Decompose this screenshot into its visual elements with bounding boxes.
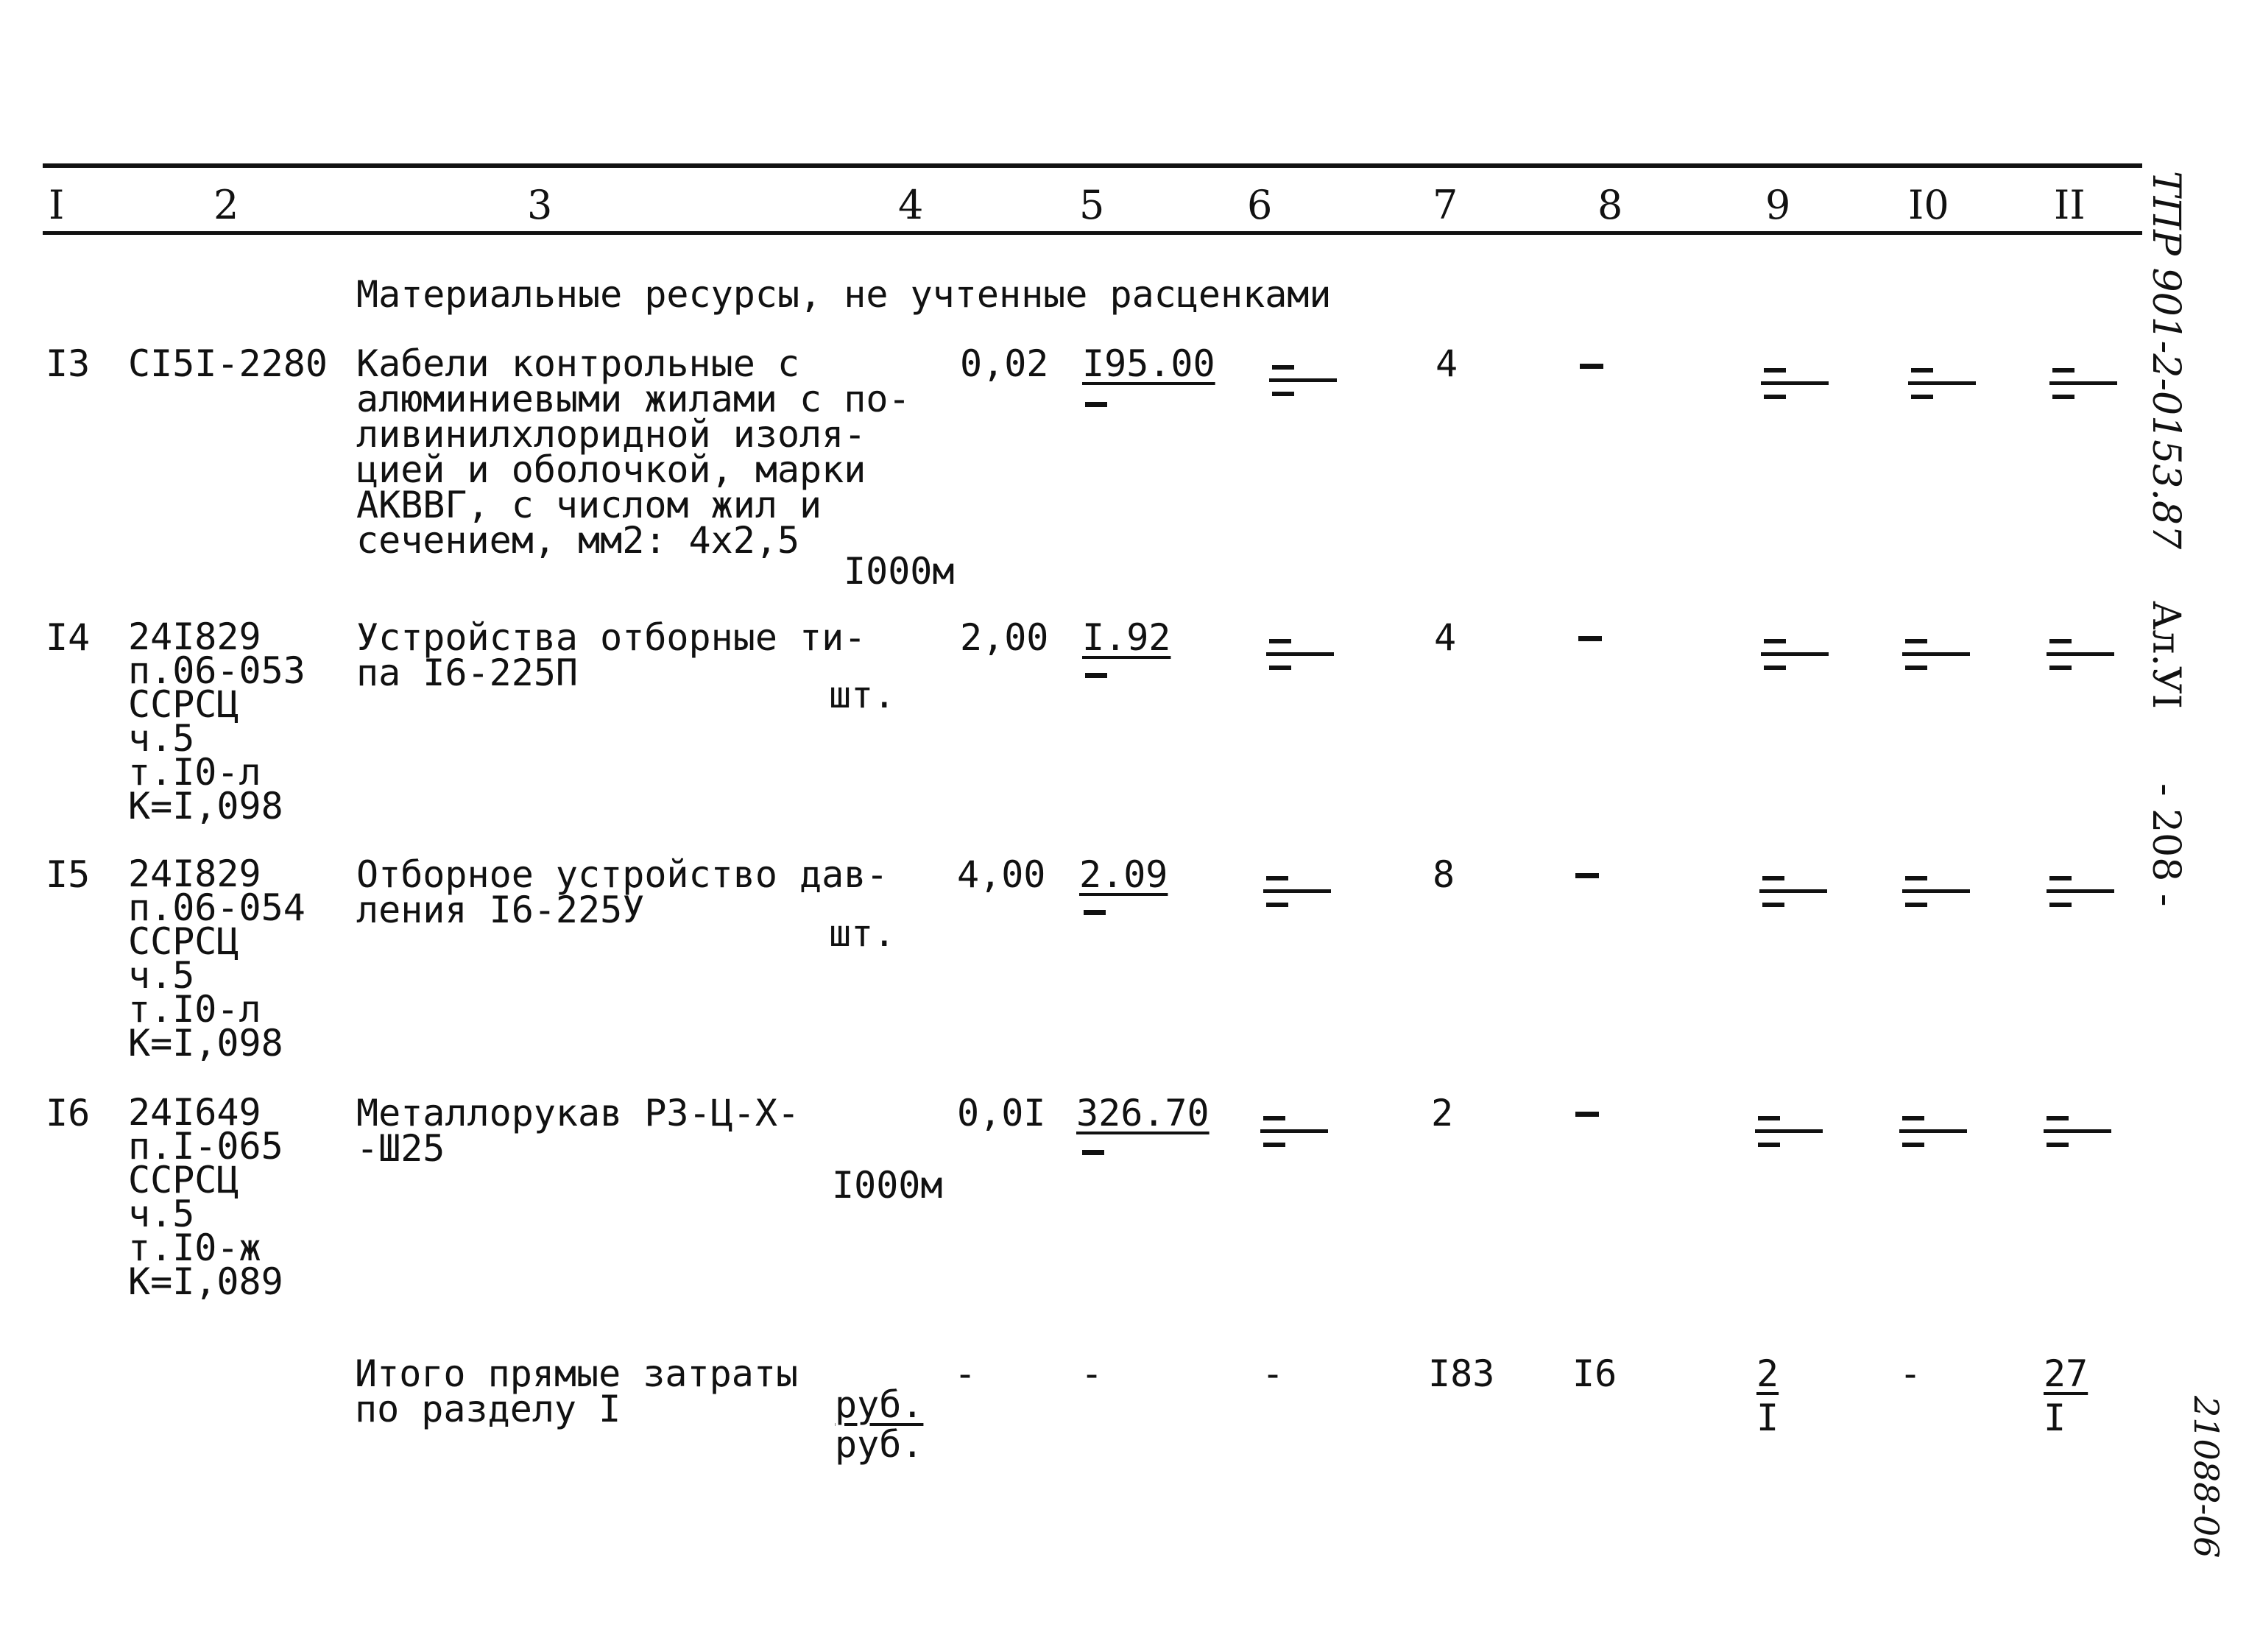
row-col8-dash: [1575, 1112, 1599, 1117]
dash-fraction-10: [1899, 1109, 1970, 1153]
col-header-9: 9: [1765, 182, 1791, 228]
total-col11-top: 27: [2044, 1352, 2088, 1395]
price-under-dash: [1085, 402, 1107, 407]
row-col8-dash: [1575, 873, 1599, 878]
total-unit-top: руб.: [835, 1383, 924, 1426]
row-name: Отборное устройство дав- ления I6-225У: [356, 853, 889, 931]
col-header-5: 5: [1079, 182, 1105, 228]
col-header-8: 8: [1597, 182, 1623, 228]
total-col4: -: [954, 1352, 977, 1395]
row-col7: 4: [1434, 616, 1457, 659]
row-col7: 8: [1433, 853, 1455, 896]
col-header-2: 2: [213, 182, 239, 228]
table-header-rule: [43, 231, 2142, 235]
row-unit: шт.: [829, 912, 896, 955]
total-col11-bottom: I: [2044, 1397, 2066, 1439]
col-header-11: II: [2054, 182, 2086, 228]
row-code: 24I829 п.06-054 ССРСЦ ч.5 т.I0-л К=I,098: [128, 853, 306, 1065]
total-label: Итого прямые затраты по разделу I: [355, 1352, 799, 1430]
dash-fraction-9: [1759, 869, 1830, 913]
row-number: I3: [46, 342, 91, 385]
row-price: I95.00: [1082, 342, 1215, 385]
col-header-4: 4: [898, 182, 924, 228]
row-price: I.92: [1082, 616, 1171, 659]
row-code: 24I649 п.I-065 ССРСЦ ч.5 т.I0-ж К=I,089: [128, 1091, 283, 1303]
dash-fraction-9: [1761, 361, 1832, 405]
price-under-dash: [1085, 673, 1107, 678]
row-qty: 0,0I: [957, 1092, 1046, 1134]
row-name: Металлорукав РЗ-Ц-Х- -Ш25: [356, 1092, 800, 1170]
dash-fraction-11: [2047, 869, 2117, 913]
side-doc-code: ТПР 901-2-0153.87: [2144, 171, 2188, 550]
table-top-rule: [43, 163, 2142, 168]
total-col6: -: [1262, 1352, 1285, 1395]
row-number: I6: [46, 1092, 91, 1134]
row-qty: 2,00: [960, 616, 1049, 659]
row-number: I4: [46, 616, 91, 659]
price-under-dash: [1084, 910, 1106, 915]
dash-fraction-10: [1908, 361, 1979, 405]
dash-fraction-6: [1269, 358, 1340, 402]
dash-fraction-6: [1266, 632, 1337, 676]
dash-fraction-11: [2044, 1109, 2114, 1153]
row-price: 326.70: [1076, 1092, 1210, 1134]
row-code: 24I829 п.06-053 ССРСЦ ч.5 т.I0-л К=I,098: [128, 615, 306, 827]
dash-fraction-9: [1761, 632, 1832, 676]
row-col8-dash: [1580, 364, 1603, 369]
price-under-dash: [1082, 1150, 1104, 1155]
col-header-7: 7: [1433, 182, 1458, 228]
dash-fraction-6: [1263, 869, 1334, 913]
row-col7: 4: [1436, 342, 1458, 385]
section-title: Материальные ресурсы, не учтенные расценками: [356, 273, 1332, 316]
col-header-3: 3: [527, 182, 553, 228]
side-page-number: - 208 -: [2144, 783, 2188, 907]
row-unit: I000м: [844, 550, 955, 593]
dash-fraction-10: [1902, 869, 1973, 913]
total-col9-top: 2: [1756, 1352, 1779, 1395]
row-name: Устройства отборные ти- па I6-225П: [356, 616, 866, 694]
row-col8-dash: [1578, 636, 1602, 641]
row-qty: 0,02: [960, 342, 1049, 385]
total-unit-bottom: руб.: [835, 1423, 924, 1466]
total-col8: I6: [1572, 1352, 1617, 1395]
total-col7: I83: [1428, 1352, 1495, 1395]
col-header-10: I0: [1908, 182, 1949, 228]
dash-fraction-6: [1260, 1109, 1331, 1153]
dash-fraction-9: [1755, 1109, 1826, 1153]
row-unit: шт.: [829, 674, 896, 716]
dash-fraction-11: [2047, 632, 2117, 676]
col-header-1: I: [49, 182, 65, 228]
col-header-6: 6: [1247, 182, 1273, 228]
total-col9-bottom: I: [1756, 1397, 1779, 1439]
dash-fraction-11: [2049, 361, 2120, 405]
side-album: Ал.УI: [2144, 601, 2188, 710]
row-number: I5: [46, 853, 91, 896]
row-price: 2.09: [1079, 853, 1168, 896]
total-col10: -: [1899, 1352, 1922, 1395]
row-name: Кабели контрольные с алюминиевыми жилами с по- ливинилхлоридной изоля- цией и оболочкой, марки АКВВГ, с числом жил и сечением, мм2: 4x2,5: [356, 342, 911, 562]
dash-fraction-10: [1902, 632, 1973, 676]
row-code: CI5I-2280: [128, 342, 328, 385]
row-qty: 4,00: [957, 853, 1046, 896]
row-col7: 2: [1431, 1092, 1454, 1134]
side-stamp: 21088-06: [2186, 1396, 2226, 1559]
total-col5: -: [1081, 1352, 1103, 1395]
row-unit: I000м: [832, 1164, 943, 1207]
